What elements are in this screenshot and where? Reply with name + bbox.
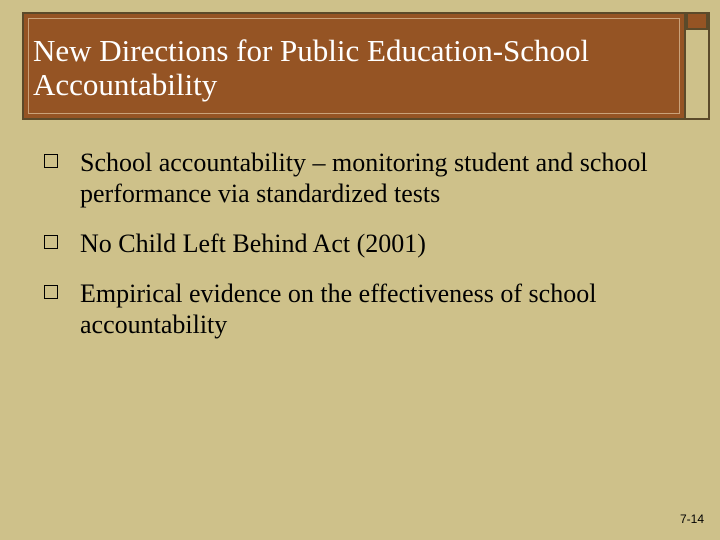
hollow-square-icon [44, 285, 58, 299]
bullet-text-3: Empirical evidence on the effectiveness of school accountability [80, 279, 597, 339]
bullet-text-2: No Child Left Behind Act (2001) [80, 229, 426, 258]
hollow-square-icon [44, 235, 58, 249]
bullet-text-1: School accountability – monitoring student and school performance via standardized tests [80, 148, 648, 208]
hollow-square-icon [44, 154, 58, 168]
slide-title: New Directions for Public Education-School Accountability [33, 33, 590, 102]
slide-number: 7-14 [679, 512, 704, 526]
